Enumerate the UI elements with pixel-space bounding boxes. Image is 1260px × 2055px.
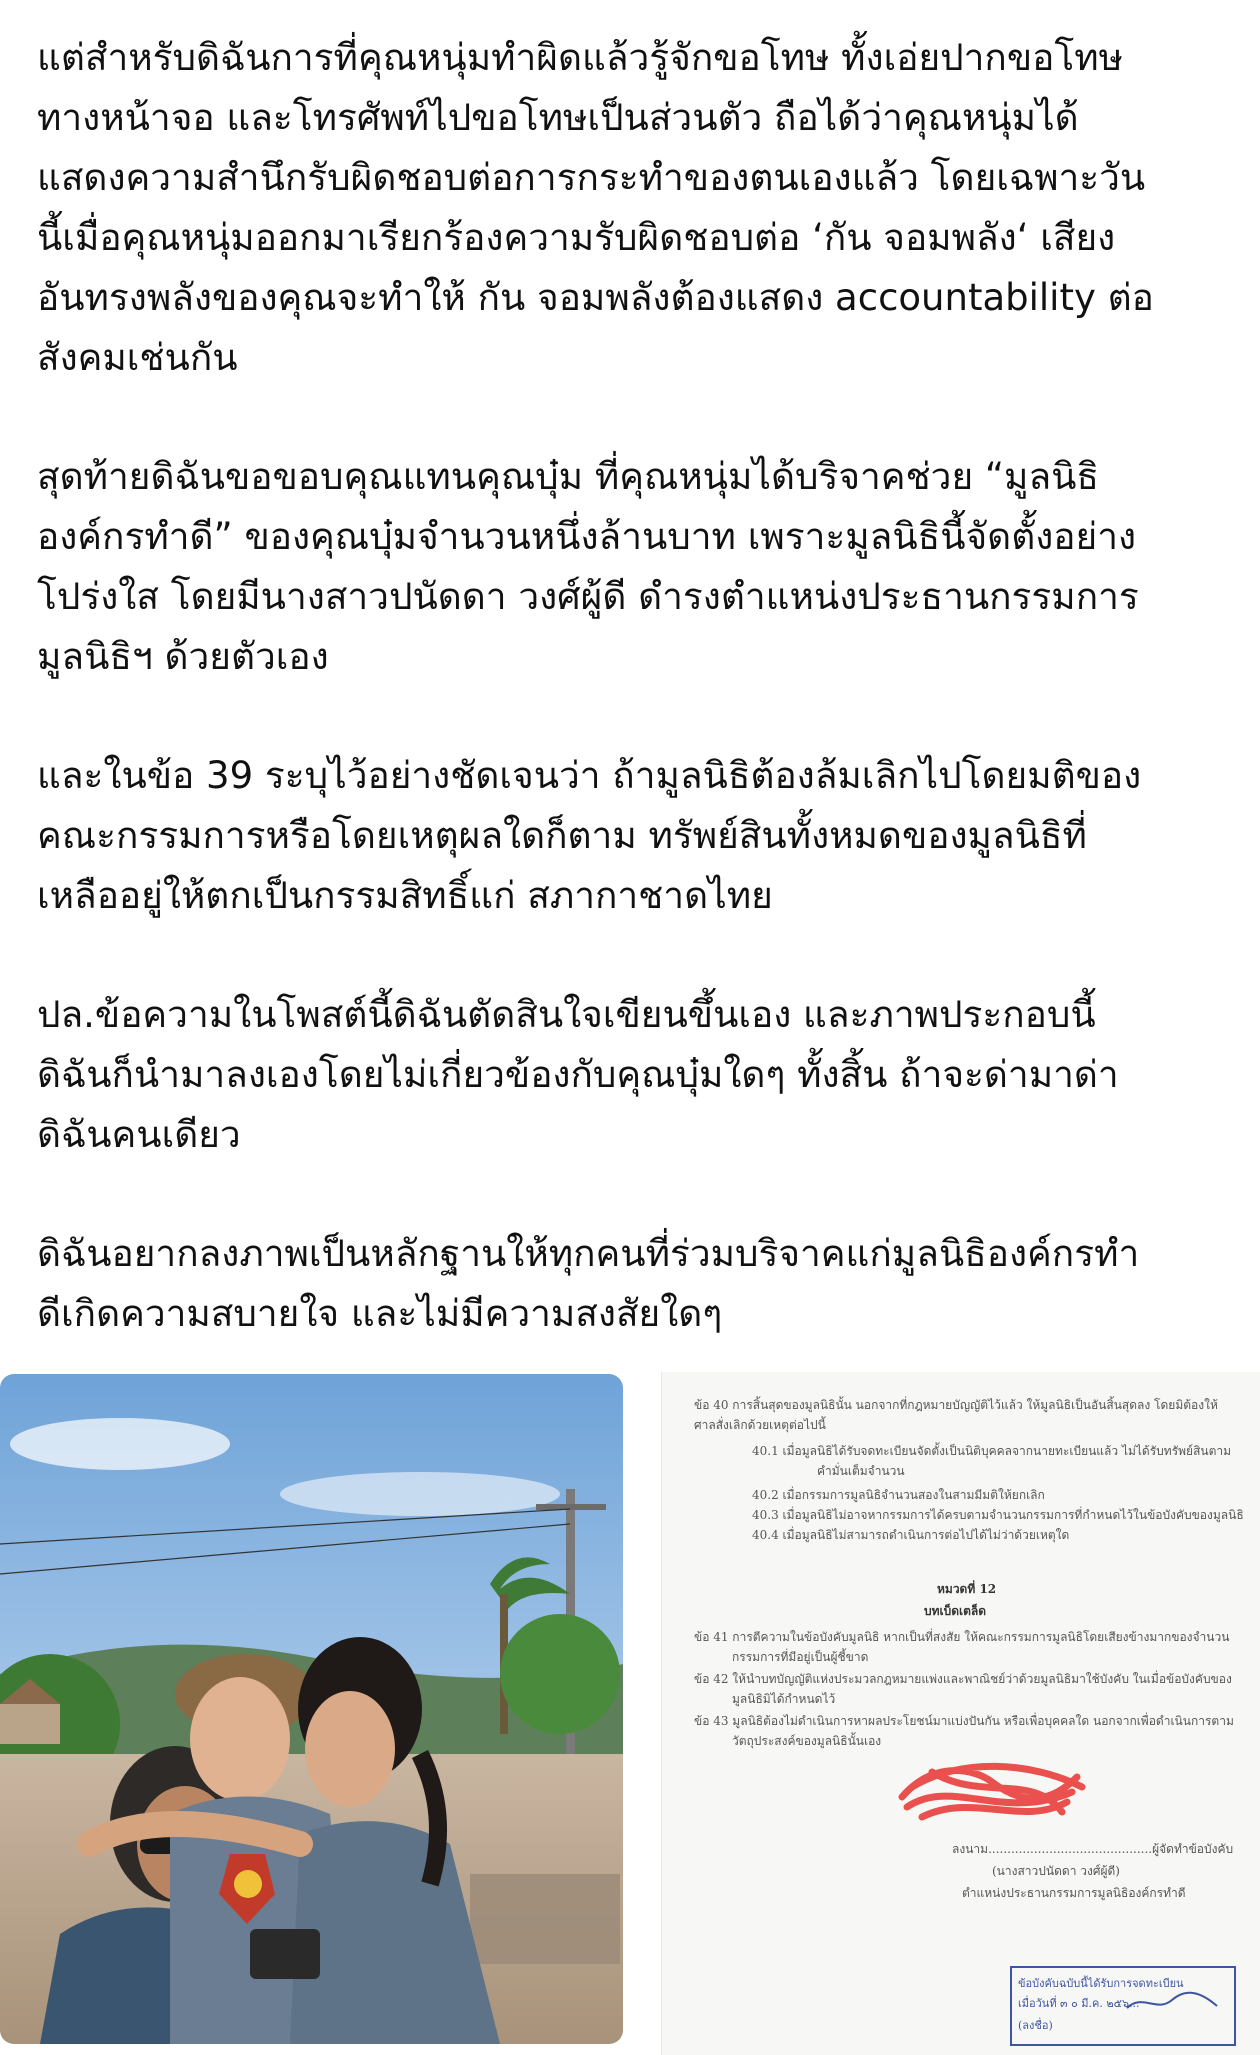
post-paragraph: ดิฉันอยากลงภาพเป็นหลักฐานให้ทุกคนที่ร่วมบริจาคแก่มูลนิธิองค์กรทำ ดีเกิดความสบายใจ และไม่มีความสงสัยใดๆ xyxy=(37,1232,1140,1335)
post-paragraph: แต่สำหรับดิฉันการที่คุณหนุ่มทำผิดแล้วรู้จักขอโทษ ทั้งเอ่ยปากขอโทษ ทางหน้าจอ และโทรศัพท์ไปขอโทษเป็นส่วนตัว ถือได้ว่าคุณหนุ่มได้ แสดงความสำนึกรับผิดชอบต่อการกระทำของตนเองแล้ว โดยเฉพาะวัน นี้เมื่อคุณหนุ่มออกมาเรียกร้องความรับผิดชอบต่อ ‘กัน จอมพลัง‘ เสียง อันทรงพลังของคุณจะทำให้ กัน จอมพลังต้องแสดง accountability ต่อ สังคมเช่นกัน xyxy=(37,36,1154,379)
post-image-gallery[interactable] xyxy=(0,1372,1260,2055)
doc-signatory-name: (นางสาวปนัดดา วงศ์ผู้ดี) xyxy=(992,1864,1120,1878)
doc-line: 40.3 เมื่อมูลนิธิไม่อาจหากรรมการได้ครบตามจำนวนกรรมการที่กำหนดไว้ในข้อบังคับของมูลนิธิ xyxy=(752,1508,1244,1522)
post-paragraph: และในข้อ 39 ระบุไว้อย่างชัดเจนว่า ถ้ามูลนิธิต้องล้มเลิกไปโดยมติของ คณะกรรมการหรือโดยเหตุผลใดก็ตาม ทรัพย์สินทั้งหมดของมูลนิธิที่ เหลืออยู่ให้ตกเป็นกรรมสิทธิ์แก่ สภากาชาดไทย xyxy=(37,754,1142,917)
foundation-document-image[interactable] xyxy=(661,1372,1260,2055)
registration-stamp xyxy=(1010,1966,1236,2046)
stamp-line: ข้อบังคับฉบับนี้ได้รับการจดทะเบียน xyxy=(1018,1977,1184,1990)
stamp-line: (ลงชื่อ) xyxy=(1018,2019,1053,2032)
doc-signatory-title: ตำแหน่งประธานกรรมการมูลนิธิองค์กรทำดี xyxy=(962,1886,1186,1900)
post-paragraph: สุดท้ายดิฉันขอขอบคุณแทนคุณบุ๋ม ที่คุณหนุ่มได้บริจาคช่วย “มูลนิธิ องค์กรทำดี” ของคุณบุ๋มจำนวนหนึ่งล้านบาท เพราะมูลนิธินี้จัดตั้งอย่าง โปร่งใส โดยมีนางสาวปนัดดา วงศ์ผู้ดี ดำรงตำแหน่งประธานกรรมการ มูลนิธิฯ ด้วยตัวเอง xyxy=(37,455,1139,678)
post-paragraph: ปล.ข้อความในโพสต์นี้ดิฉันตัดสินใจเขียนขึ้นเอง และภาพประกอบนี้ ดิฉันก็นำมาลงเองโดยไม่เกี่ยวข้องกับคุณบุ๋มใดๆ ทั้งสิ้น ถ้าจะด่ามาด่า ดิฉันคนเดียว xyxy=(37,993,1119,1156)
doc-line: 40.1 เมื่อมูลนิธิได้รับจดทะเบียนจัดตั้งเป็นนิติบุคคลจากนายทะเบียนแล้ว ไม่ได้รับทรัพย์สินตาม xyxy=(752,1444,1232,1458)
doc-line: 40.4 เมื่อมูลนิธิไม่สามารถดำเนินการต่อไปได้ไม่ว่าด้วยเหตุใด xyxy=(752,1528,1070,1542)
hug-photo[interactable] xyxy=(0,1374,623,2044)
doc-line: ข้อ 40 การสิ้นสุดของมูลนิธินั้น นอกจากที่กฎหมายบัญญัติไว้แล้ว ให้มูลนิธิเป็นอันสิ้นสุดลง โดยมิต้องให้ xyxy=(694,1398,1218,1412)
doc-line: กรรมการที่มีอยู่เป็นผู้ชี้ขาด xyxy=(732,1650,869,1664)
doc-line: 40.2 เมื่อกรรมการมูลนิธิจำนวนสองในสามมีมติให้ยกเลิก xyxy=(752,1488,1045,1502)
doc-signature-line: ลงนาม...........................................ผู้จัดทำข้อบังคับ xyxy=(952,1842,1234,1856)
stamp-line: เมื่อวันที่ ๓ ๐ มี.ค. ๒๕๖... xyxy=(1018,1997,1140,2010)
post-body xyxy=(37,28,1227,1344)
hug-photo-illustration xyxy=(0,1374,623,2044)
doc-chapter-title: หมวดที่ 12 xyxy=(937,1582,997,1596)
doc-line: ศาลสั่งเลิกด้วยเหตุต่อไปนี้ xyxy=(694,1418,826,1432)
doc-line: คำมั่นเต็มจำนวน xyxy=(817,1464,905,1478)
doc-line: ข้อ 41 การตีความในข้อบังคับมูลนิธิ หากเป็นที่สงสัย ให้คณะกรรมการมูลนิธิโดยเสียงข้างมากของจำนวน xyxy=(694,1630,1230,1644)
doc-line: ข้อ 43 มูลนิธิต้องไม่ดำเนินการหาผลประโยชน์มาแบ่งปันกัน หรือเพื่อบุคคลใด นอกจากเพื่อดำเนินการตาม xyxy=(694,1714,1234,1728)
signature-scribble xyxy=(892,1752,1092,1832)
doc-line: วัตถุประสงค์ของมูลนิธินั้นเอง xyxy=(732,1734,882,1748)
stamp-signature xyxy=(1122,1988,1222,2018)
doc-line: ข้อ 42 ให้นำบทบัญญัติแห่งประมวลกฎหมายแพ่งและพาณิชย์ว่าด้วยมูลนิธิมาใช้บังคับ ในเมื่อข้อบังคับของ xyxy=(694,1672,1232,1686)
doc-line: มูลนิธิมิได้กำหนดไว้ xyxy=(732,1692,836,1706)
doc-chapter-subtitle: บทเบ็ดเตล็ด xyxy=(924,1604,987,1618)
